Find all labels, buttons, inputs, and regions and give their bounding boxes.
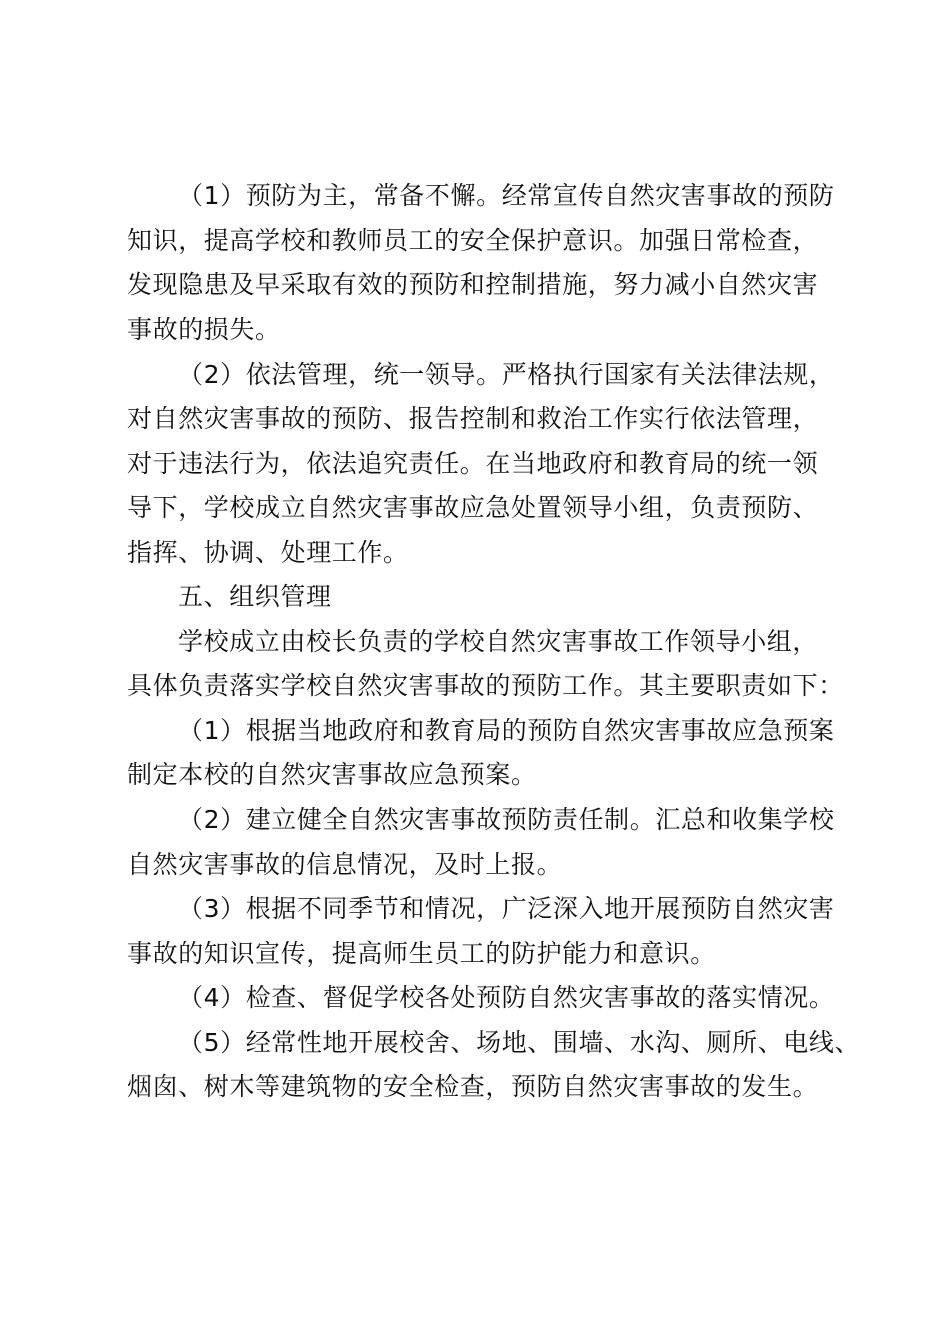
duty-3-line-2: 事故的知识宣传，提高师生员工的防护能力和意识。 — [127, 939, 716, 968]
paragraph-3-line-2: 具体负责落实学校自然灾害事故的预防工作。其主要职责如下： — [127, 671, 844, 700]
duty-2-line-1: （2）建立健全自然灾害事故预防责任制。汇总和收集学校 — [178, 805, 835, 834]
paragraph-1-line-1: （1）预防为主，常备不懈。经常宣传自然灾害事故的预防 — [178, 181, 835, 210]
duty-1-line-2: 制定本校的自然灾害事故应急预案。 — [127, 760, 537, 789]
duty-2-line-2: 自然灾害事故的信息情况，及时上报。 — [127, 850, 563, 879]
paragraph-3-line-1: 学校成立由校长负责的学校自然灾害事故工作领导小组， — [178, 627, 819, 656]
duty-4-line-1: （4）检查、督促学校各处预防自然灾害事故的落实情况。 — [178, 983, 835, 1012]
duty-5-line-2: 烟囱、树木等建筑物的安全检查，预防自然灾害事故的发生。 — [127, 1072, 819, 1101]
paragraph-1-line-4: 事故的损失。 — [127, 315, 281, 344]
section-heading: 五、组织管理 — [178, 582, 332, 611]
paragraph-2-line-2: 对自然灾害事故的预防、报告控制和救治工作实行依法管理， — [127, 404, 819, 433]
paragraph-2-line-4: 导下，学校成立自然灾害事故应急处置领导小组，负责预防、 — [127, 493, 819, 522]
paragraph-2-line-5: 指挥、协调、处理工作。 — [127, 538, 409, 567]
duty-1-line-1: （1）根据当地政府和教育局的预防自然灾害事故应急预案 — [178, 716, 835, 745]
duty-3-line-1: （3）根据不同季节和情况，广泛深入地开展预防自然灾害 — [178, 894, 835, 923]
paragraph-1-line-2: 知识，提高学校和教师员工的安全保护意识。加强日常检查， — [127, 226, 819, 255]
paragraph-2-line-3: 对于违法行为，依法追究责任。在当地政府和教育局的统一领 — [127, 449, 819, 478]
duty-5-line-1: （5）经常性地开展校舍、场地、围墙、水沟、厕所、电线、 — [178, 1028, 861, 1057]
paragraph-1-line-3: 发现隐患及早采取有效的预防和控制措施，努力减小自然灾害 — [127, 270, 819, 299]
paragraph-2-line-1: （2）依法管理，统一领导。严格执行国家有关法律法规， — [178, 360, 835, 389]
